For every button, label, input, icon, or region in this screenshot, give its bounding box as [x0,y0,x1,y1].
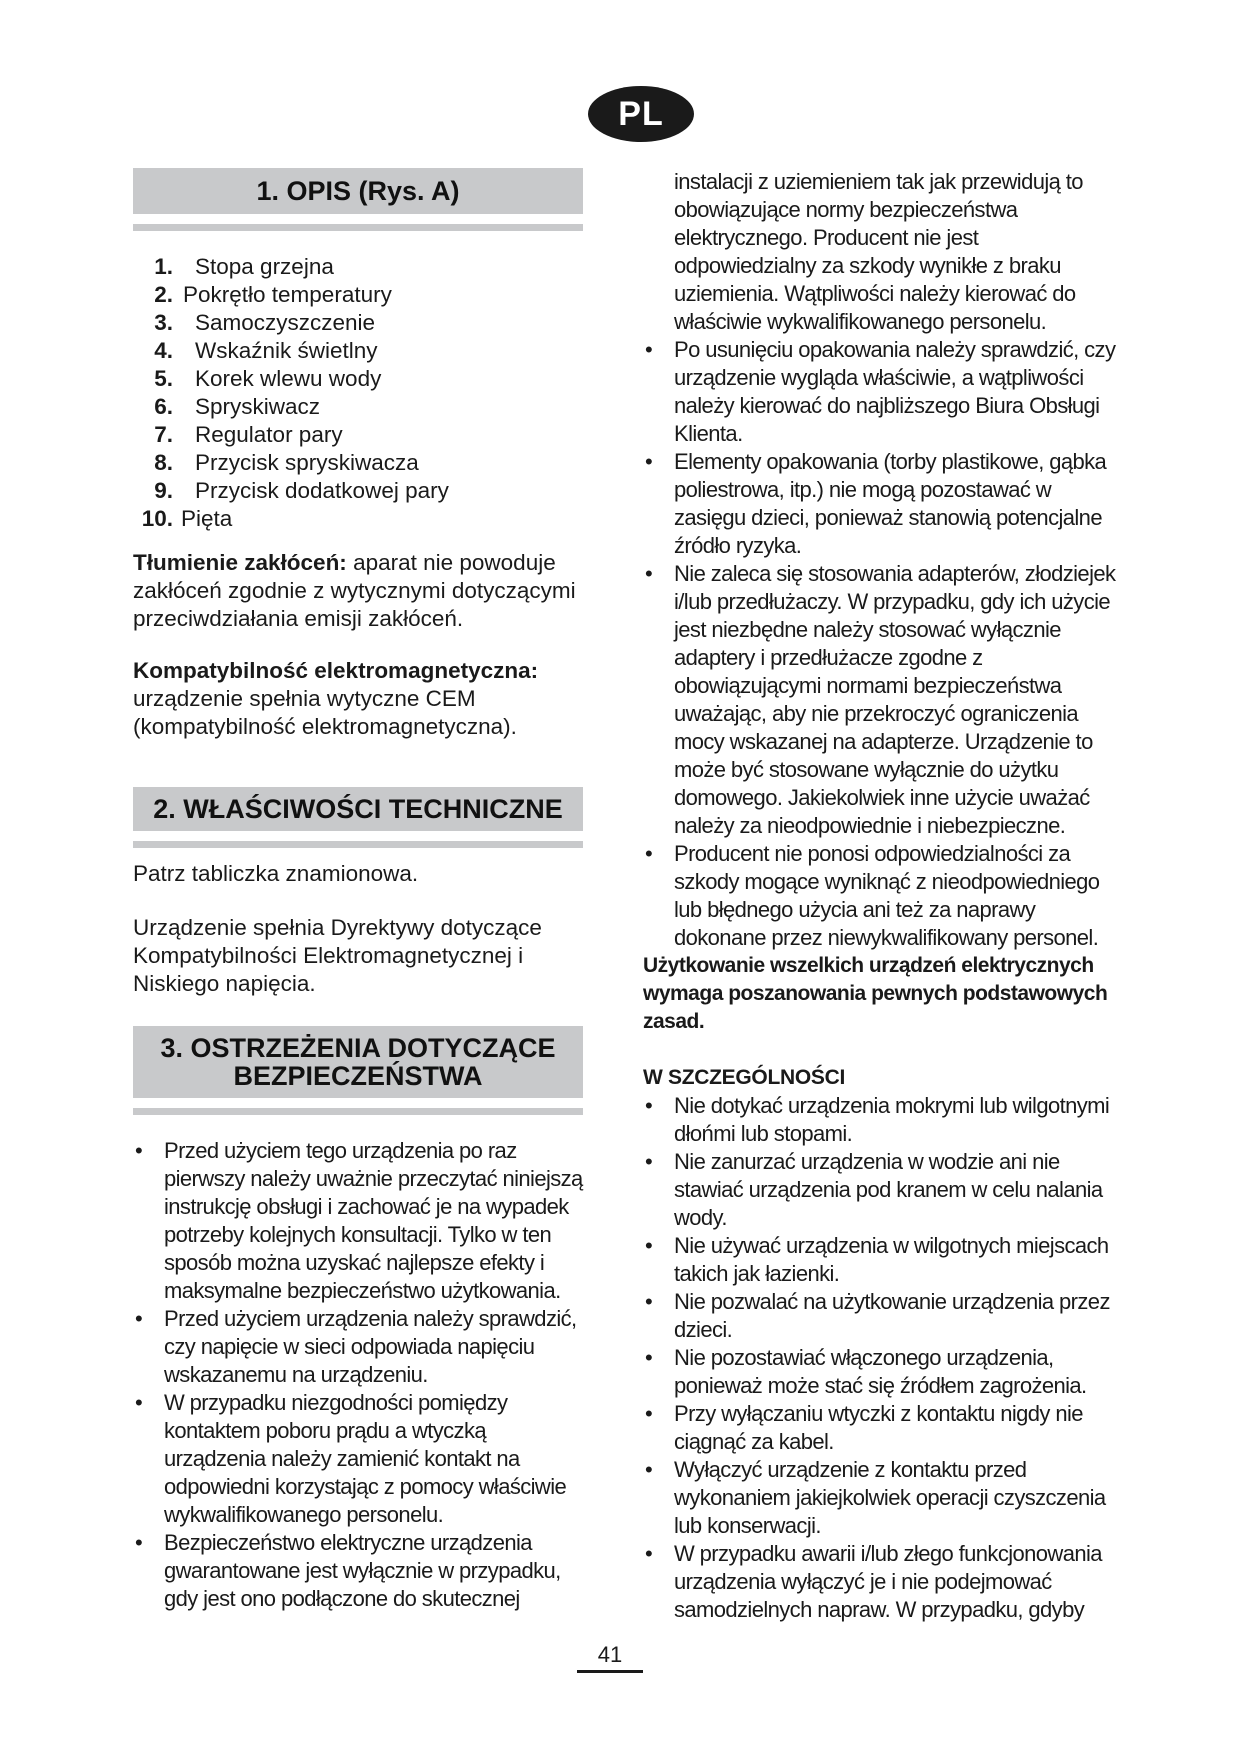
list-item [133,449,583,477]
item-number: 7. [154,422,173,447]
emc-text: urządzenie spełnia wytyczne CEM (kompatybilność elektromagnetyczna). [133,686,517,739]
item-label: Przycisk spryskiwacza [195,450,419,475]
list-item: • Po usunięciu opakowania należy sprawdzić, czy urządzenie wygląda właściwie, a wątpliwości należy kierować do najbliższego Biura Obsługi Klienta. [643,336,1121,448]
item-label: Regulator pary [195,422,343,447]
item-number: 3. [154,310,173,335]
item-number: 9. [154,478,173,503]
list-item [133,309,583,337]
section-1-rule [133,224,583,231]
item-label: Spryskiwacz [195,394,321,419]
list-item: • Bezpieczeństwo elektryczne urządzenia gwarantowane jest wyłącznie w przypadku, gdy jest ono podłączone do skutecznej [133,1529,583,1613]
list-item [133,505,583,533]
list-item: • Nie pozwalać na użytkowanie urządzenia przez dzieci. [643,1288,1121,1344]
list-item [133,365,583,393]
section-3-title-line1: 3. OSTRZEŻENIA DOTYCZĄCE [160,1033,556,1063]
directives-text: Urządzenie spełnia Dyrektywy dotyczące Kompatybilności Elektromagnetycznej i Niskiego napięcia. [133,915,542,996]
particular-heading: W SZCZEGÓLNOŚCI [643,1066,845,1089]
left-column [133,168,583,1613]
list-item: • Nie zanurzać urządzenia w wodzie ani nie stawiać urządzenia pod kranem w celu nalania wody. [643,1148,1121,1232]
section-3-title-line2: BEZPIECZEŃSTWA [233,1061,483,1091]
section-3-heading [133,1026,583,1098]
parts-list [133,253,583,533]
list-item: • Nie dotykać urządzenia mokrymi lub wilgotnymi dłońmi lub stopami. [643,1092,1121,1148]
list-item: • Elementy opakowania (torby plastikowe, gąbka poliestrowa, itp.) nie mogą pozostawać w zasięgu dzieci, ponieważ stanowią potencjalne źródło ryzyka. [643,448,1121,560]
list-item [133,281,583,309]
item-label: Stopa grzejna [195,254,334,279]
list-item: • Przy wyłączaniu wtyczki z kontaktu nigdy nie ciągnąć za kabel. [643,1400,1121,1456]
right-column [643,168,1121,1624]
particular-bullets [643,1092,1121,1624]
section-1-heading: 1. OPIS (Rys. A) [133,168,583,214]
list-item [133,477,583,505]
list-item: • Producent nie ponosi odpowiedzialności za szkody mogące wyniknąć z nieodpowiedniego lub błędnego użycia ani też za naprawy dokonane przez niewykwalifikowany personel. [643,840,1121,952]
safety-bullets-right [643,336,1121,952]
list-item [133,393,583,421]
item-number: 8. [154,450,173,475]
item-number: 1. [154,254,173,279]
item-label: Samoczyszczenie [195,310,376,335]
nameplate-text: Patrz tabliczka znamionowa. [133,861,419,886]
list-item [133,253,583,281]
list-item [133,421,583,449]
item-label: Pokrętło temperatury [183,282,392,307]
list-item: • Nie pozostawiać włączonego urządzenia, ponieważ może stać się źródłem zagrożenia. [643,1344,1121,1400]
item-label: Korek wlewu wody [195,366,382,391]
item-number: 2. [154,282,173,307]
continuation-text: instalacji z uziemieniem tak jak przewidują to obowiązujące normy bezpieczeństwa elektrycznego. Producent nie jest odpowiedzialny za szkody wynikłe z braku uziemienia. Wątpliwości należy kierować do właściwie wykwalifikowanego personelu. [674,169,1083,334]
list-item [133,337,583,365]
emc-label: Kompatybilność elektromagnetyczna: [133,658,539,683]
item-label: Pięta [181,506,233,531]
item-label: Przycisk dodatkowej pary [195,478,449,503]
item-number: 4. [154,338,173,363]
section-2-rule [133,841,583,848]
interference-label: Tłumienie zakłóceń: [133,550,347,575]
language-badge: PL [588,86,694,142]
list-item: • W przypadku niezgodności pomiędzy kontaktem poboru prądu a wtyczką urządzenia należy zamienić kontakt na odpowiedni korzystając z pomocy właściwie wykwalifikowanego personelu. [133,1389,583,1529]
item-label: Wskaźnik świetlny [195,338,378,363]
page-number: 41 [597,1642,623,1667]
list-item: • Przed użyciem urządzenia należy sprawdzić, czy napięcie w sieci odpowiada napięciu wskazanemu na urządzeniu. [133,1305,583,1389]
item-number: 6. [154,394,173,419]
list-item: • W przypadku awarii i/lub złego funkcjonowania urządzenia wyłączyć je i nie podejmować samodzielnych napraw. W przypadku, gdyby [643,1540,1121,1624]
list-item: • Wyłączyć urządzenie z kontaktu przed wykonaniem jakiejkolwiek operacji czyszczenia lub konserwacji. [643,1456,1121,1540]
section-3-rule [133,1108,583,1115]
interference-text: aparat nie powoduje zakłóceń zgodnie z wytycznymi dotyczącymi przeciwdziałania emisji zakłóceń. [133,550,576,631]
emc-paragraph [133,657,583,741]
list-item: • Nie używać urządzenia w wilgotnych miejscach takich jak łazienki. [643,1232,1121,1288]
usage-note: Użytkowanie wszelkich urządzeń elektrycznych wymaga poszanowania pewnych podstawowych zasad. [643,954,1108,1033]
list-item: • Nie zaleca się stosowania adapterów, złodziejek i/lub przedłużaczy. W przypadku, gdy ich użycie jest niezbędne należy stosować wyłącznie adaptery i przedłużacze zgodne z obowiązującymi normami bezpieczeństwa uważając, aby nie przekroczyć ograniczenia mocy wskazanej na adapterze. Urządzenie to może być stosowane wyłącznie do użytku domowego. Jakiekolwiek inne użycie uważać należy za nieodpowiednie i niebezpieczne. [643,560,1121,840]
list-item: • Przed użyciem tego urządzenia po raz pierwszy należy uważnie przeczytać niniejszą instrukcję obsługi i zachować je na wypadek potrzeby kolejnych konsultacji. Tylko w ten sposób można uzyskać najlepsze efekty i maksymalne bezpieczeństwo użytkowania. [133,1137,583,1305]
section-2-heading: 2. WŁAŚCIWOŚCI TECHNICZNE [133,787,583,831]
item-number: 10. [141,506,173,531]
item-number: 5. [154,366,173,391]
safety-bullets-left [133,1137,583,1613]
page-number-rule [577,1670,643,1673]
interference-paragraph [133,549,583,633]
